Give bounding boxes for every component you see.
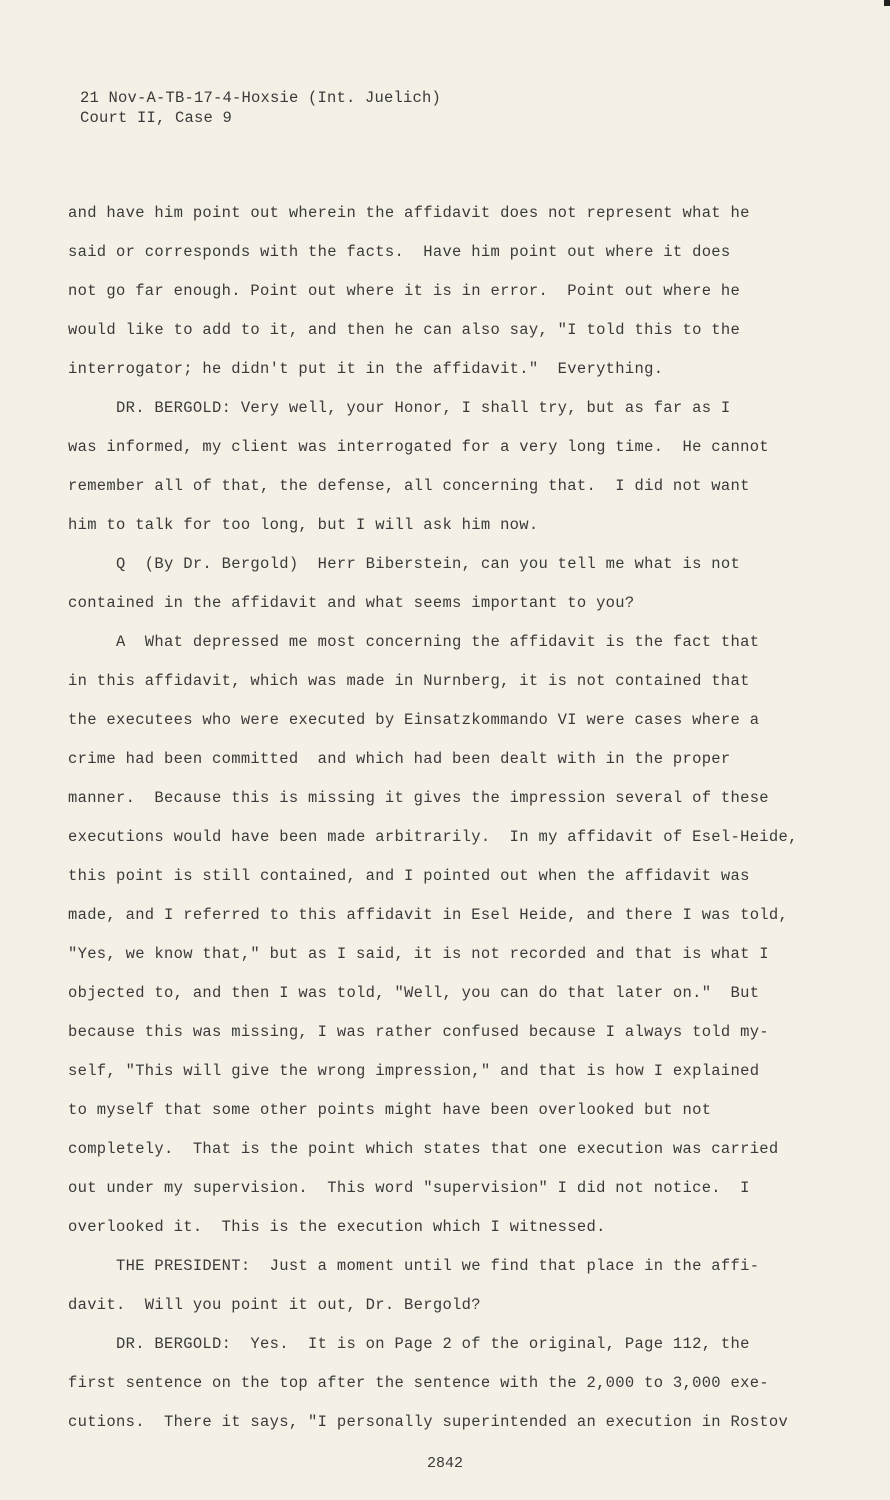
header-court: Court II, Case 9 (80, 109, 233, 127)
transcript-line: remember all of that, the defense, all concerning that. I did not want (68, 477, 750, 495)
transcript-line: cutions. There it says, "I personally superintended an execution in Rostov (68, 1413, 789, 1431)
transcript-line: interrogator; he didn't put it in the affidavit." Everything. (68, 360, 664, 378)
transcript-line: in this affidavit, which was made in Nurnberg, it is not contained that (68, 672, 750, 690)
transcript-line: made, and I referred to this affidavit in Esel Heide, and there I was told, (68, 906, 789, 924)
transcript-line: self, "This will give the wrong impression," and that is how I explained (68, 1062, 760, 1080)
transcript-line: contained in the affidavit and what seems important to you? (68, 594, 635, 612)
transcript-line: THE PRESIDENT: Just a moment until we find that place in the affi- (68, 1257, 760, 1275)
transcript-line: "Yes, we know that," but as I said, it is not recorded and that is what I (68, 945, 769, 963)
transcript-line: DR. BERGOLD: Yes. It is on Page 2 of the original, Page 112, the (68, 1335, 750, 1353)
transcript-line: executions would have been made arbitrarily. In my affidavit of Esel-Heide, (68, 828, 798, 846)
transcript-line: objected to, and then I was told, "Well, you can do that later on." But (68, 984, 760, 1002)
transcript-line: first sentence on the top after the sentence with the 2,000 to 3,000 exe- (68, 1374, 769, 1392)
transcript-line: out under my supervision. This word "supervision" I did not notice. I (68, 1179, 750, 1197)
header-reference: 21 Nov-A-TB-17-4-Hoxsie (Int. Juelich) (80, 89, 442, 107)
transcript-line: the executees who were executed by Einsatzkommando VI were cases where a (68, 711, 760, 729)
transcript-line: would like to add to it, and then he can also say, "I told this to the (68, 321, 741, 339)
transcript-line: DR. BERGOLD: Very well, your Honor, I shall try, but as far as I (68, 399, 731, 417)
transcript-line: not go far enough. Point out where it is in error. Point out where he (68, 282, 741, 300)
transcript-body (68, 201, 798, 1449)
transcript-line: A What depressed me most concerning the affidavit is the fact that (68, 633, 760, 651)
transcript-line: davit. Will you point it out, Dr. Bergold? (68, 1296, 481, 1314)
corner-mark (884, 0, 890, 6)
transcript-line: Q (By Dr. Bergold) Herr Biberstein, can you tell me what is not (68, 555, 741, 573)
transcript-line: manner. Because this is missing it gives the impression several of these (68, 789, 769, 807)
transcript-line: to myself that some other points might have been overlooked but not (68, 1101, 712, 1119)
transcript-line: because this was missing, I was rather confused because I always told my- (68, 1023, 769, 1041)
transcript-line: crime had been committed and which had been dealt with in the proper (68, 750, 731, 768)
page-number: 2842 (426, 1455, 463, 1472)
transcript-line: and have him point out wherein the affidavit does not represent what he (68, 204, 750, 222)
transcript-line: said or corresponds with the facts. Have him point out where it does (68, 243, 731, 261)
transcript-line: this point is still contained, and I pointed out when the affidavit was (68, 867, 750, 885)
transcript-line: him to talk for too long, but I will ask him now. (68, 516, 539, 534)
document-header (80, 88, 441, 128)
transcript-line: overlooked it. This is the execution which I witnessed. (68, 1218, 606, 1236)
transcript-line: was informed, my client was interrogated for a very long time. He cannot (68, 438, 769, 456)
transcript-line: completely. That is the point which states that one execution was carried (68, 1140, 779, 1158)
